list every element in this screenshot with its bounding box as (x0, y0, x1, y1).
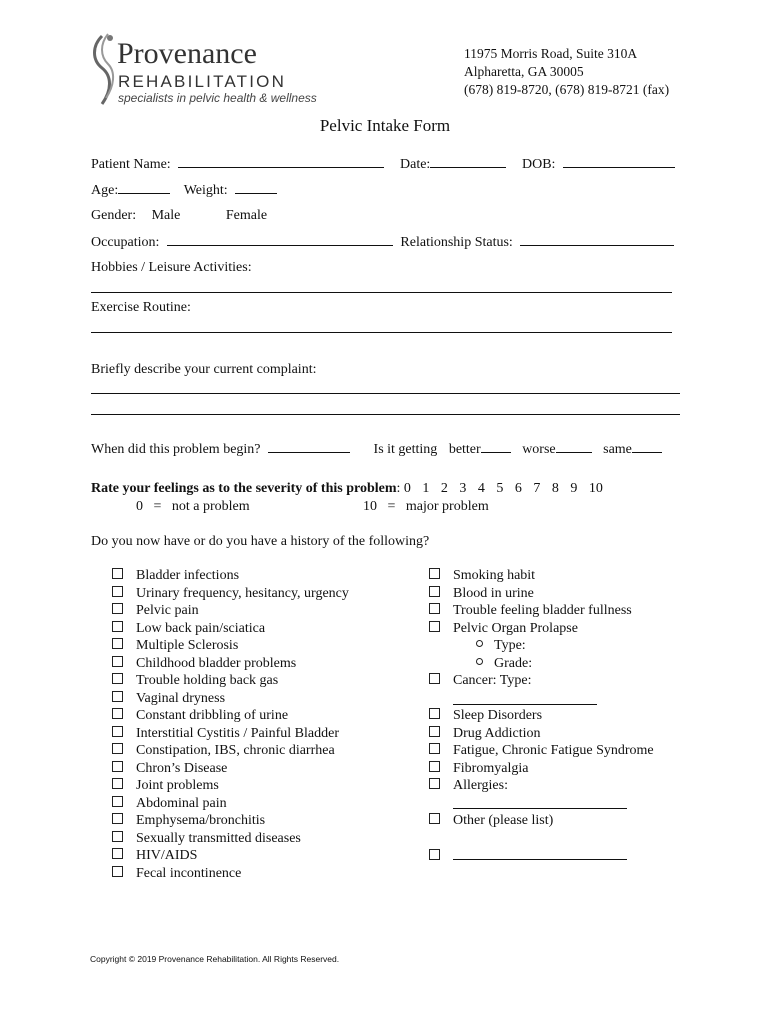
checkbox[interactable] (112, 778, 123, 789)
severity-4[interactable]: 4 (477, 481, 485, 496)
history-item-cancer[interactable]: Cancer: Type: (429, 672, 531, 690)
occupation-label: Occupation: (91, 235, 160, 250)
weight-label: Weight: (183, 183, 228, 198)
severity-2[interactable]: 2 (440, 481, 448, 496)
history-item-fatigue[interactable]: Fatigue, Chronic Fatigue Syndrome (429, 742, 654, 760)
bullet-icon (476, 640, 483, 647)
gender-label: Gender: (91, 208, 137, 223)
copyright-notice: Copyright © 2019 Provenance Rehabilitation. All Rights Reserved. (90, 954, 340, 964)
better-option: better (448, 442, 481, 457)
checkbox[interactable] (112, 813, 123, 824)
severity-1[interactable]: 1 (422, 481, 430, 496)
checkbox[interactable] (112, 743, 123, 754)
prolapse-grade[interactable]: Grade: (476, 655, 532, 673)
history-item-blood-in-urine[interactable]: Blood in urine (429, 585, 534, 603)
severity-5[interactable]: 5 (496, 481, 504, 496)
history-item-fibromyalgia[interactable]: Fibromyalgia (429, 760, 528, 778)
form-title: Pelvic Intake Form (319, 116, 451, 135)
history-item-urinary-frequency[interactable]: Urinary frequency, hesitancy, urgency (112, 585, 349, 603)
checkbox[interactable] (429, 708, 440, 719)
bullet-icon (476, 658, 483, 665)
checkbox[interactable] (429, 743, 440, 754)
history-item-interstitial-cystitis[interactable]: Interstitial Cystitis / Painful Bladder (112, 725, 339, 743)
address-line-2: Alpharetta, GA 30005 (464, 64, 584, 79)
checkbox[interactable] (429, 621, 440, 632)
exercise-label: Exercise Routine: (91, 300, 191, 315)
severity-8[interactable]: 8 (551, 481, 559, 496)
checkbox[interactable] (112, 708, 123, 719)
checkbox[interactable] (112, 673, 123, 684)
history-item-chrons-disease[interactable]: Chron’s Disease (112, 760, 227, 778)
occupation-row (91, 233, 674, 251)
problem-begin-row (91, 440, 662, 458)
checkbox[interactable] (112, 866, 123, 877)
history-item-smoking[interactable]: Smoking habit (429, 567, 535, 585)
severity-7[interactable]: 7 (533, 481, 541, 496)
age-row (91, 181, 277, 199)
checkbox[interactable] (112, 603, 123, 614)
age-label: Age: (91, 183, 119, 198)
date-label: Date: (400, 157, 431, 172)
gender-male-option[interactable]: Male (151, 208, 181, 223)
problem-begin-field[interactable] (268, 440, 350, 453)
allergies-field[interactable] (453, 808, 627, 809)
history-item-allergies[interactable]: Allergies: (429, 777, 508, 795)
checkbox[interactable] (429, 673, 440, 684)
checkbox[interactable] (429, 778, 440, 789)
checkbox[interactable] (112, 656, 123, 667)
dob-row (522, 155, 675, 173)
history-item-trouble-holding-gas[interactable]: Trouble holding back gas (112, 672, 278, 690)
severity-6[interactable]: 6 (514, 481, 522, 496)
date-row (400, 155, 506, 173)
scale-high-label: 10 = major problem (363, 499, 489, 514)
history-item-emphysema[interactable]: Emphysema/bronchitis (112, 812, 265, 830)
checkbox[interactable] (112, 638, 123, 649)
better-field[interactable] (481, 440, 511, 453)
hobbies-field[interactable] (91, 292, 672, 293)
other-field[interactable] (453, 847, 627, 860)
checkbox[interactable] (429, 586, 440, 597)
history-item-pelvic-organ-prolapse[interactable]: Pelvic Organ Prolapse (429, 620, 578, 638)
gender-row (91, 207, 267, 224)
checkbox[interactable] (112, 796, 123, 807)
history-item-std[interactable]: Sexually transmitted diseases (112, 830, 301, 848)
history-item-constipation[interactable]: Constipation, IBS, chronic diarrhea (112, 742, 335, 760)
history-item-vaginal-dryness[interactable]: Vaginal dryness (112, 690, 225, 708)
relationship-field[interactable] (520, 233, 674, 246)
history-item-pelvic-pain[interactable]: Pelvic pain (112, 602, 199, 620)
patient-name-label: Patient Name: (91, 157, 171, 172)
history-item-other-blank[interactable] (429, 847, 627, 866)
history-item-sleep-disorders[interactable]: Sleep Disorders (429, 707, 542, 725)
occupation-field[interactable] (167, 233, 393, 246)
dob-field[interactable] (563, 155, 675, 168)
history-item-fecal-incontinence[interactable]: Fecal incontinence (112, 865, 241, 883)
dob-label: DOB: (522, 157, 556, 172)
checkbox[interactable] (112, 831, 123, 842)
checkbox[interactable] (112, 848, 123, 859)
severity-label: Rate your feelings as to the severity of this problem (91, 481, 397, 496)
checkbox[interactable] (429, 603, 440, 614)
checkbox[interactable] (429, 813, 440, 824)
problem-begin-label: When did this problem begin? (91, 442, 261, 457)
history-item-hiv-aids[interactable]: HIV/AIDS (112, 847, 197, 865)
date-field[interactable] (430, 155, 506, 168)
complaint-label: Briefly describe your current complaint: (91, 362, 317, 377)
history-label: Do you now have or do you have a history of the following? (91, 534, 430, 549)
severity-row (91, 480, 603, 497)
history-item-childhood-bladder[interactable]: Childhood bladder problems (112, 655, 296, 673)
checkbox[interactable] (112, 586, 123, 597)
history-item-joint-problems[interactable]: Joint problems (112, 777, 219, 795)
brand-name: Provenance (117, 37, 257, 70)
complaint-field-2[interactable] (91, 414, 680, 415)
hobbies-label: Hobbies / Leisure Activities: (91, 260, 252, 275)
same-option: same (603, 442, 632, 457)
worse-field[interactable] (556, 440, 592, 453)
history-item-bladder-infections[interactable]: Bladder infections (112, 567, 239, 585)
checkbox[interactable] (112, 691, 123, 702)
getting-label: Is it getting (373, 442, 438, 457)
checkbox[interactable] (429, 568, 440, 579)
history-item-multiple-sclerosis[interactable]: Multiple Sclerosis (112, 637, 238, 655)
address-line-1: 11975 Morris Road, Suite 310A (464, 46, 638, 61)
weight-field[interactable] (235, 181, 277, 194)
same-field[interactable] (632, 440, 662, 453)
cancer-type-field[interactable] (453, 704, 597, 705)
checkbox[interactable] (429, 726, 440, 737)
checkbox[interactable] (112, 761, 123, 772)
scale-low-label: 0 = not a problem (136, 499, 250, 514)
severity-9[interactable]: 9 (570, 481, 578, 496)
brand-tagline: specialists in pelvic health & wellness (118, 91, 317, 105)
history-item-drug-addiction[interactable]: Drug Addiction (429, 725, 541, 743)
history-item-bladder-fullness[interactable]: Trouble feeling bladder fullness (429, 602, 632, 620)
relationship-label: Relationship Status: (400, 235, 513, 250)
address-phone: (678) 819-8720, (678) 819-8721 (fax) (464, 82, 670, 97)
worse-option: worse (522, 442, 556, 457)
checkbox[interactable] (112, 726, 123, 737)
prolapse-type[interactable]: Type: (476, 637, 526, 655)
checkbox[interactable] (112, 621, 123, 632)
severity-0[interactable]: : 0 (396, 481, 411, 496)
complaint-field-1[interactable] (91, 393, 680, 394)
checkbox[interactable] (429, 761, 440, 772)
exercise-field[interactable] (91, 332, 672, 333)
brand-subtitle: REHABILITATION (118, 72, 287, 91)
severity-3[interactable]: 3 (459, 481, 467, 496)
history-item-low-back-pain[interactable]: Low back pain/sciatica (112, 620, 265, 638)
history-item-abdominal-pain[interactable]: Abdominal pain (112, 795, 227, 813)
patient-name-field[interactable] (178, 155, 384, 168)
history-item-constant-dribbling[interactable]: Constant dribbling of urine (112, 707, 288, 725)
checkbox[interactable] (429, 849, 440, 860)
age-field[interactable] (118, 181, 170, 194)
history-item-other[interactable]: Other (please list) (429, 812, 553, 830)
gender-female-option[interactable]: Female (225, 208, 268, 223)
severity-10[interactable]: 10 (588, 481, 603, 496)
checkbox[interactable] (112, 568, 123, 579)
patient-name-row (91, 155, 384, 173)
